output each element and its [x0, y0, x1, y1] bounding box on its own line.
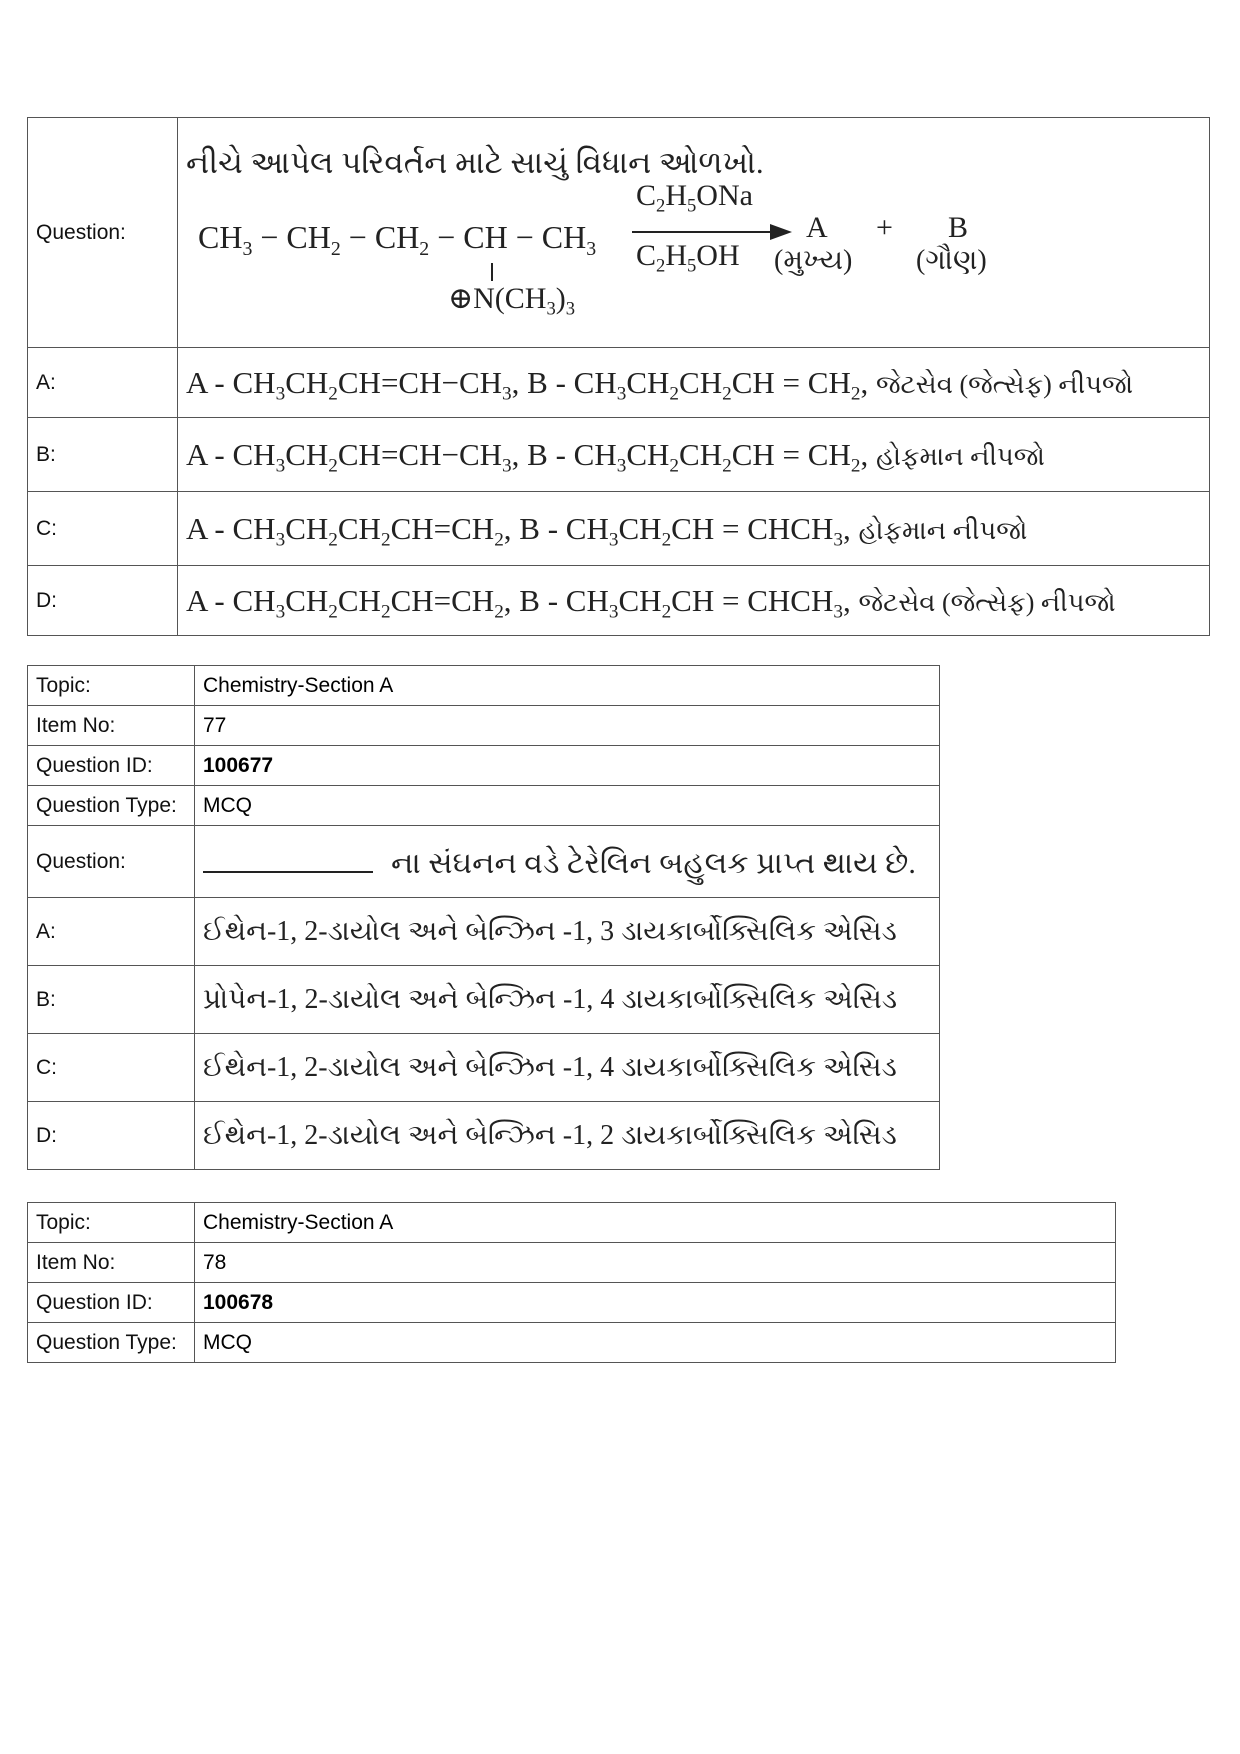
topic-label: Topic:: [28, 1203, 195, 1243]
option-label: B:: [28, 418, 178, 492]
option-label: A:: [28, 898, 195, 966]
option-label: C:: [28, 492, 178, 566]
question-id-label: Question ID:: [28, 1283, 195, 1323]
item-no-value: 78: [195, 1243, 1116, 1283]
question-type-label: Question Type:: [28, 786, 195, 826]
question-id-value: 100677: [195, 746, 940, 786]
reactant-chain: $CH_3 - CH_2 - CH_2$ − CH − $CH_3$: [198, 219, 597, 261]
plus-sign: +: [876, 211, 893, 245]
product-b: B: [948, 211, 969, 245]
product-b-note: (ગૌણ): [916, 245, 987, 277]
option-b: $A - CH_3CH_2CH=CH-CH_3$, $B - CH_3CH_2CH_2CH = CH_2$, હોફમાન નીપજો: [178, 418, 1210, 492]
item-no-label: Item No:: [28, 706, 195, 746]
option-a: $A - CH_3CH_2CH=CH-CH_3$, $B - CH_3CH_2CH_2CH = CH_2$, જેટસેવ (જેત્સેફ) નીપજો: [178, 348, 1210, 418]
question-id-label: Question ID:: [28, 746, 195, 786]
option-a: ઈથેન-1, 2-ડાયોલ અને બેન્ઝિન -1, 3 ડાયકાર્બોક્સિલિક એસિડ: [195, 898, 940, 966]
item-78-table: [27, 1202, 1116, 1363]
reagent-top: $C_2H_5ONa$: [636, 179, 753, 217]
bond-line: [491, 263, 493, 281]
question-type-value: MCQ: [195, 1323, 1116, 1363]
option-c: ઈથેન-1, 2-ડાયોલ અને બેન્ઝિન -1, 4 ડાયકાર્બોક્સિલિક એસિડ: [195, 1034, 940, 1102]
question-text: ના સંઘનન વડે ટેરેલિન બહુલક પ્રાપ્ત થાય છે.: [391, 846, 916, 880]
question-id-value: 100678: [195, 1283, 1116, 1323]
option-d: ઈથેન-1, 2-ડાયોલ અને બેન્ઝિન -1, 2 ડાયકાર્બોક્સિલિક એસિડ: [195, 1102, 940, 1170]
question-type-label: Question Type:: [28, 1323, 195, 1363]
question-label: Question:: [28, 826, 195, 898]
reaction-scheme: [186, 181, 1201, 331]
option-label: D:: [28, 566, 178, 636]
option-label: C:: [28, 1034, 195, 1102]
question-76-table: [27, 117, 1210, 636]
reagent-bottom: $C_2H_5OH$: [636, 239, 740, 277]
option-label: A:: [28, 348, 178, 418]
option-d: $A - CH_3CH_2CH_2CH=CH_2$, B - $CH_3CH_2CH$ = $CHCH_3$, જેટસેવ (જેત્સેફ) નીપજો: [178, 566, 1210, 636]
question-type-value: MCQ: [195, 786, 940, 826]
blank-line: [203, 843, 373, 873]
item-no-label: Item No:: [28, 1243, 195, 1283]
option-label: D:: [28, 1102, 195, 1170]
product-a-note: (મુખ્ય): [774, 245, 853, 277]
option-label: B:: [28, 966, 195, 1034]
product-a: A: [806, 211, 828, 245]
substituent: $\oplus N(CH_3)_3$: [448, 282, 576, 320]
question-text: નીચે આપેલ પરિવર્તન માટે સાચું વિધાન ઓળખો.: [186, 144, 764, 180]
item-77-table: [27, 665, 940, 1170]
arrow-head-icon: [770, 224, 792, 240]
question-label: Question:: [28, 118, 178, 348]
item-no-value: 77: [195, 706, 940, 746]
topic-value: Chemistry-Section A: [195, 666, 940, 706]
reaction-arrow: [632, 231, 772, 233]
question-cell: [195, 826, 940, 898]
question-cell: [178, 118, 1210, 348]
option-b: પ્રોપેન-1, 2-ડાયોલ અને બેન્ઝિન -1, 4 ડાયકાર્બોક્સિલિક એસિડ: [195, 966, 940, 1034]
topic-value: Chemistry-Section A: [195, 1203, 1116, 1243]
option-c: $A - CH_3CH_2CH_2CH=CH_2$, B - $CH_3CH_2CH$ = $CHCH_3$, હોફમાન નીપજો: [178, 492, 1210, 566]
topic-label: Topic:: [28, 666, 195, 706]
